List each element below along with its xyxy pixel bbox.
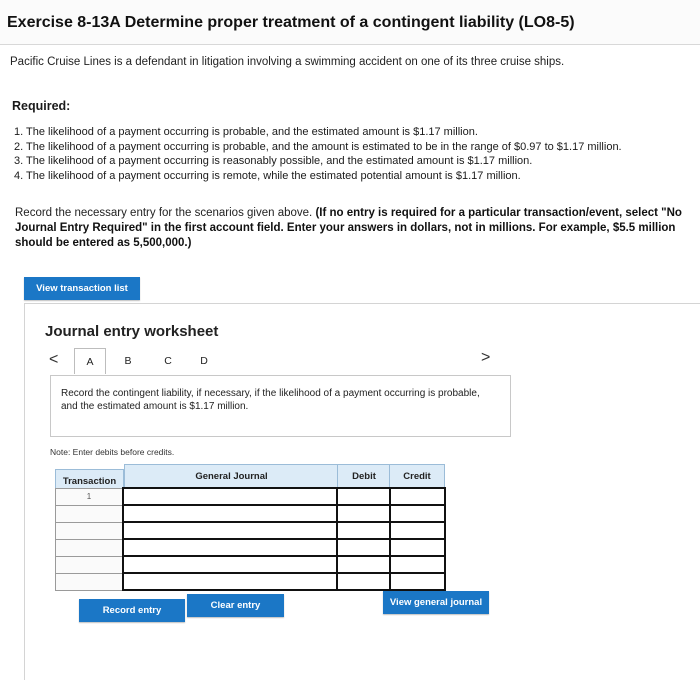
column-header-general-journal: General Journal <box>124 464 339 488</box>
required-item: 1. The likelihood of a payment occurring is probable, and the estimated amount is $1.17 million. <box>14 126 478 138</box>
intro-text: Pacific Cruise Lines is a defendant in litigation involving a swimming accident on one of its three cruise ships. <box>10 56 565 68</box>
credit-field[interactable] <box>390 522 445 539</box>
instructions-bold: (If no entry is required for a particular transaction/event, select "No Journal Entry Required" in the first account field. Enter your answers in dollars, not in millions. For example, $5.5 million should be entered as 5,500,000.) <box>15 207 682 249</box>
transaction-number: 1 <box>86 492 92 501</box>
worksheet-tabs <box>43 348 503 374</box>
column-header-debit: Debit <box>337 464 391 488</box>
account-field[interactable] <box>123 573 337 590</box>
table-row <box>56 573 446 590</box>
required-item: 2. The likelihood of a payment occurring is probable, and the amount is estimated to be in the range of $0.97 to $1.17 million. <box>14 140 622 153</box>
column-header-transaction: Transaction <box>55 469 124 493</box>
prompt-box <box>50 375 511 437</box>
journal-entry-worksheet <box>24 303 700 680</box>
debit-field[interactable] <box>337 539 390 556</box>
transaction-cell <box>56 573 124 590</box>
instructions <box>15 206 693 251</box>
account-field[interactable] <box>123 539 337 556</box>
required-heading: Required: <box>12 99 71 113</box>
account-field[interactable] <box>123 556 337 573</box>
tab-b[interactable]: B <box>124 354 132 367</box>
tab-a[interactable]: A <box>74 348 106 374</box>
account-field[interactable] <box>123 505 337 522</box>
prompt-text: Record the contingent liability, if necessary, if the likelihood of a payment occurring is probable, and the estimated amount is $1.17 million. <box>61 388 480 412</box>
transaction-cell <box>56 539 124 556</box>
page-title: Exercise 8-13A Determine proper treatment of a contingent liability (LO8-5) <box>7 14 575 31</box>
debit-field[interactable] <box>337 505 390 522</box>
table-row <box>56 488 446 505</box>
view-general-journal-button[interactable]: View general journal <box>383 591 489 614</box>
credit-field[interactable] <box>390 556 445 573</box>
view-transaction-list-button[interactable]: View transaction list <box>24 277 140 300</box>
column-header-credit: Credit <box>389 464 445 488</box>
record-entry-button[interactable]: Record entry <box>79 599 185 622</box>
transaction-cell <box>56 556 124 573</box>
account-field[interactable] <box>123 522 337 539</box>
worksheet-title: Journal entry worksheet <box>45 323 219 340</box>
table-row <box>56 522 446 539</box>
required-list <box>14 125 622 183</box>
transaction-cell <box>56 522 124 539</box>
chevron-left-icon[interactable]: < <box>49 351 59 368</box>
debit-field[interactable] <box>337 556 390 573</box>
credit-field[interactable] <box>390 539 445 556</box>
debit-field[interactable] <box>337 488 390 505</box>
title-bar <box>0 0 700 45</box>
credit-field[interactable] <box>390 488 445 505</box>
table-row <box>56 539 446 556</box>
chevron-right-icon[interactable]: > <box>481 349 491 366</box>
journal-table <box>55 487 446 591</box>
table-row <box>56 505 446 522</box>
required-item: 4. The likelihood of a payment occurring is remote, while the estimated potential amount is $1.17 million. <box>14 169 521 182</box>
credit-field[interactable] <box>390 573 445 590</box>
clear-entry-button[interactable]: Clear entry <box>187 594 284 617</box>
required-item: 3. The likelihood of a payment occurring is reasonably possible, and the estimated amount is $1.17 million. <box>14 155 533 167</box>
credit-field[interactable] <box>390 505 445 522</box>
debit-field[interactable] <box>337 573 390 590</box>
transaction-cell <box>56 505 124 522</box>
tab-c[interactable]: C <box>164 354 172 367</box>
debit-field[interactable] <box>337 522 390 539</box>
note-text: Note: Enter debits before credits. <box>50 447 175 457</box>
tab-d[interactable]: D <box>200 354 208 367</box>
table-row <box>56 556 446 573</box>
transaction-cell <box>56 488 124 505</box>
account-field[interactable] <box>123 488 337 505</box>
instructions-text: Record the necessary entry for the scenarios given above. <box>15 207 316 219</box>
